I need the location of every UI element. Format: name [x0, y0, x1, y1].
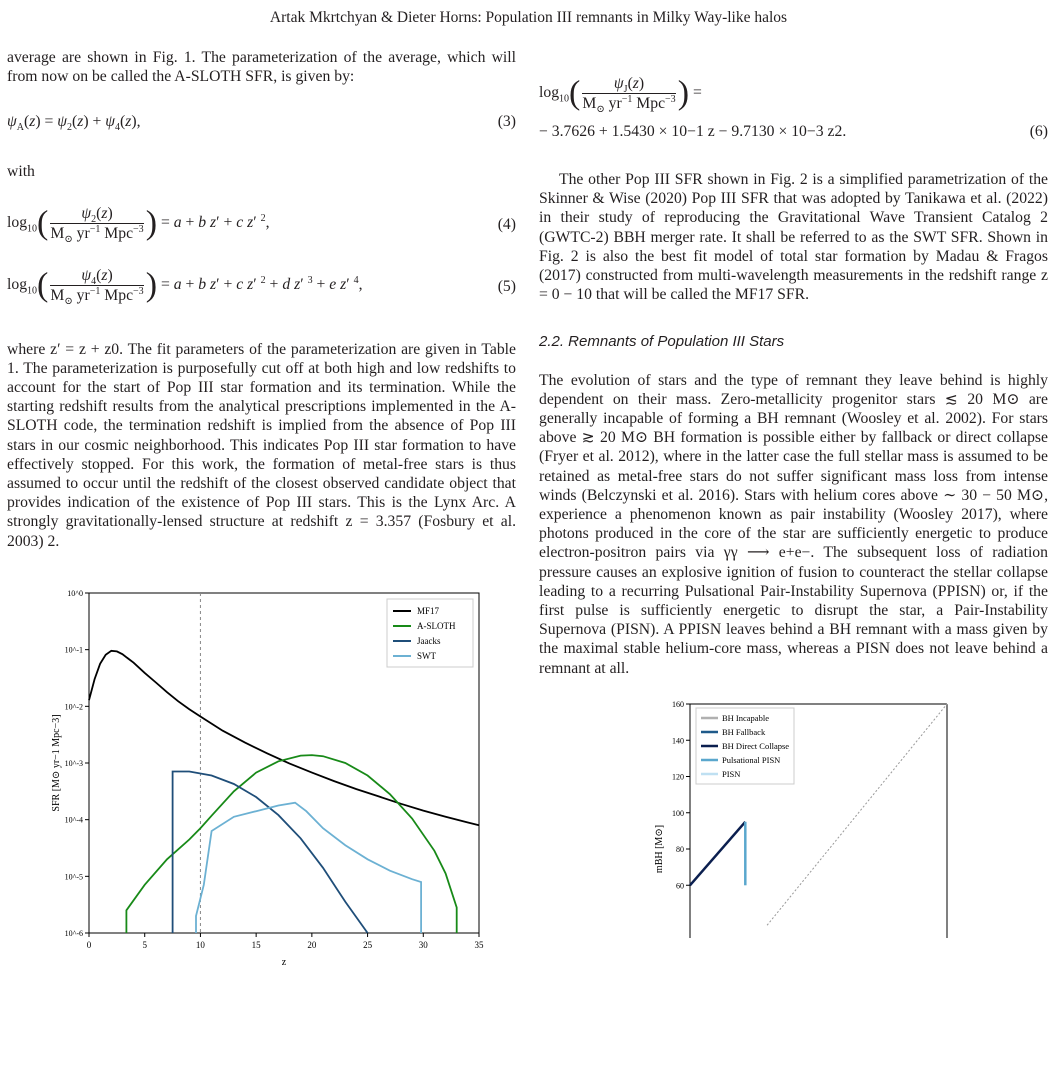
legend-label: MF17: [417, 605, 440, 616]
y-tick-label: 10^-3: [64, 758, 83, 768]
x-tick-label: 0: [86, 939, 92, 950]
series-line-mf17: [89, 651, 479, 826]
legend-label: PISN: [722, 768, 741, 779]
y-tick-label: 60: [676, 881, 684, 891]
y-tick-label: 140: [672, 736, 684, 746]
with-word: with: [7, 163, 35, 181]
x-tick-label: 10: [195, 939, 205, 950]
legend-label: A-SLOTH: [417, 620, 456, 631]
y-tick-label: 10^-2: [64, 702, 83, 712]
equation-5-body: $\log_{10}$( $\frac{\psi_4(z)}{M_⊙ yr^{-1} Mpc^{-3}}$ ) = a + b z′ + c z′ $^2$ + d z′ $^3$ + e z′ $^4$,: [7, 266, 363, 307]
y-tick-label: 10^-6: [64, 928, 83, 938]
equation-6-line1: [539, 74, 1048, 118]
y-axis-label: SFR [M⊙ yr−1 Mpc−3]: [51, 714, 62, 812]
y-tick-label: 160: [672, 699, 684, 709]
y-tick-label: 10^-1: [64, 645, 83, 655]
x-tick-label: 35: [474, 939, 484, 950]
intro-paragraph: average are shown in Fig. 1. The parameterization of the average, which will from now on be called the A-SLOTH SFR, is given by:: [7, 49, 516, 86]
x-tick-label: 25: [363, 939, 373, 950]
equation-6-line2: [539, 122, 1048, 146]
legend-label: BH Incapable: [722, 712, 769, 723]
series-line-jaacks: [173, 771, 368, 933]
left-column: [7, 48, 516, 1011]
running-header: Artak Mkrtchyan & Dieter Horns: Population III remnants in Milky Way-like halos: [269, 9, 788, 26]
y-tick-label: 120: [672, 772, 684, 782]
body-paragraph-swt: The other Pop III SFR shown in Fig. 2 is a simplified parametrization of the Skinner & Wise (2020) Pop III SFR that was adopted by Tanikawa et al. (2022) in their study of reproducing the Gravitational Wave Transient Catalog 2 (GWTC-2) BBH merger rate. It shall be referred to as the SWT SFR. Shown in Fig. 2 is also the best fit model of total star formation by Madau & Fragos (2017) constructed from multi-wavelength measurements in the redshift range z = 0 − 10 that will be called the MF17 SFR.: [539, 171, 1048, 304]
y-tick-label: 10^-4: [64, 815, 83, 825]
legend-label: SWT: [417, 650, 436, 661]
legend-label: Jaacks: [417, 635, 441, 646]
equation-6-rhs: − 3.7626 + 1.5430 × 10−1 z − 9.7130 × 10−3 z2.: [539, 123, 847, 140]
sfr-figure: [7, 581, 516, 1011]
mass-figure: [539, 698, 1048, 938]
equation-5: [7, 266, 516, 310]
x-tick-label: 20: [307, 939, 317, 950]
equation-6-number: (6): [1029, 123, 1048, 140]
x-tick-label: 15: [251, 939, 261, 950]
body-paragraph-remnants: The evolution of stars and the type of remnant they leave behind is highly dependent on their mass. Zero-metallicity progenitor stars ≲ 20 M⊙ are generally incapable of forming a BH remnant (Woosley et al. 2002). For stars above ≳ 20 M⊙ BH formation is possible either by fallback or direct collapse (Fryer et al. 2012), where in the latter case the full stellar mass is assumed to be retained as metal-free stars do not suffer significant mass loss from intense winds (Belczynski et al. 2016). Stars with helium cores above ∼ 30 − 50 M⊙, experience a phenomenon known as pair instability (Woosley 2017), where photons produced in the core of the star are sufficiently energetic to produce electron-positron pairs via γγ ⟶ e+e−. The subsequent loss of radiation pressure causes an explosive ignition of fusion to counteract the stellar collapse leading to a recurring Pulsational Pair-Instability Supernova (PPISN) or, if the first pulse is sufficiently energetic to disrupt the star, a Pair-Instability Supernova (PISN). A PPISN leaves behind a BH remnant with a mass given by the maximal stable helium-core mass, whereas a PISN does not leave behind a remnant at all.: [539, 371, 1048, 677]
x-axis-label: z: [281, 956, 287, 968]
x-tick-label: 5: [142, 939, 147, 950]
legend-label: Pulsational PISN: [722, 754, 781, 765]
series-line-a-sloth: [126, 755, 456, 933]
equation-4-number: (4): [497, 215, 516, 233]
equation-6-lhs: $\log_{10}$( $\frac{\psi_J(z)}{M_⊙ yr^{-1} Mpc^{-3}}$ ) =: [539, 74, 702, 116]
x-tick-label: 30: [418, 939, 428, 950]
equation-3-number: (3): [497, 113, 516, 131]
series-line-bh-direct-collapse: [690, 822, 745, 886]
equation-3: [7, 112, 516, 136]
equation-5-number: (5): [497, 277, 516, 295]
equation-4: [7, 204, 516, 248]
right-column: [539, 74, 1048, 938]
legend-label: BH Fallback: [722, 726, 766, 737]
y-tick-label: 10^0: [67, 588, 83, 598]
y-axis-label: mBH [M⊙]: [654, 824, 665, 873]
equation-3-body: $\psi_A(z) = \psi_2(z) + \psi_4(z)$,: [7, 113, 141, 134]
legend-label: BH Direct Collapse: [722, 740, 790, 751]
section-heading: 2.2. Remnants of Population III Stars: [539, 333, 785, 351]
series-line-swt: [196, 803, 421, 933]
y-tick-label: 100: [672, 808, 684, 818]
body-paragraph-lynx-arc: where z′ = z + z0. The fit parameters of the parameterization are given in Table 1. The parameterization is purposefully cut off at both high and low redshifts to account for the start of Pop III star formation and its termination. While the starting redshift results from the analytical prescriptions implemented in the A-SLOTH code, the termination redshift is implied from the absence of Pop III stars in our cosmic neighborhood. This indicates Pop III star formation to have effectively stopped. For this work, the formation of metal-free stars is thus assumed to occur until the redshift of the closest observed candidate object that provides indication of the existence of Pop III stars. This is the Lynx Arc. A strongly gravitationally-lensed structure at redshift z = 3.357 (Fosbury et al. 2003) 2.: [7, 340, 516, 550]
equation-4-body: $\log_{10}$( $\frac{\psi_2(z)}{M_⊙ yr^{-1} Mpc^{-3}}$ ) = a + b z′ + c z′ $^2$,: [7, 204, 270, 245]
y-tick-label: 80: [676, 844, 684, 854]
y-tick-label: 10^-5: [64, 872, 83, 882]
